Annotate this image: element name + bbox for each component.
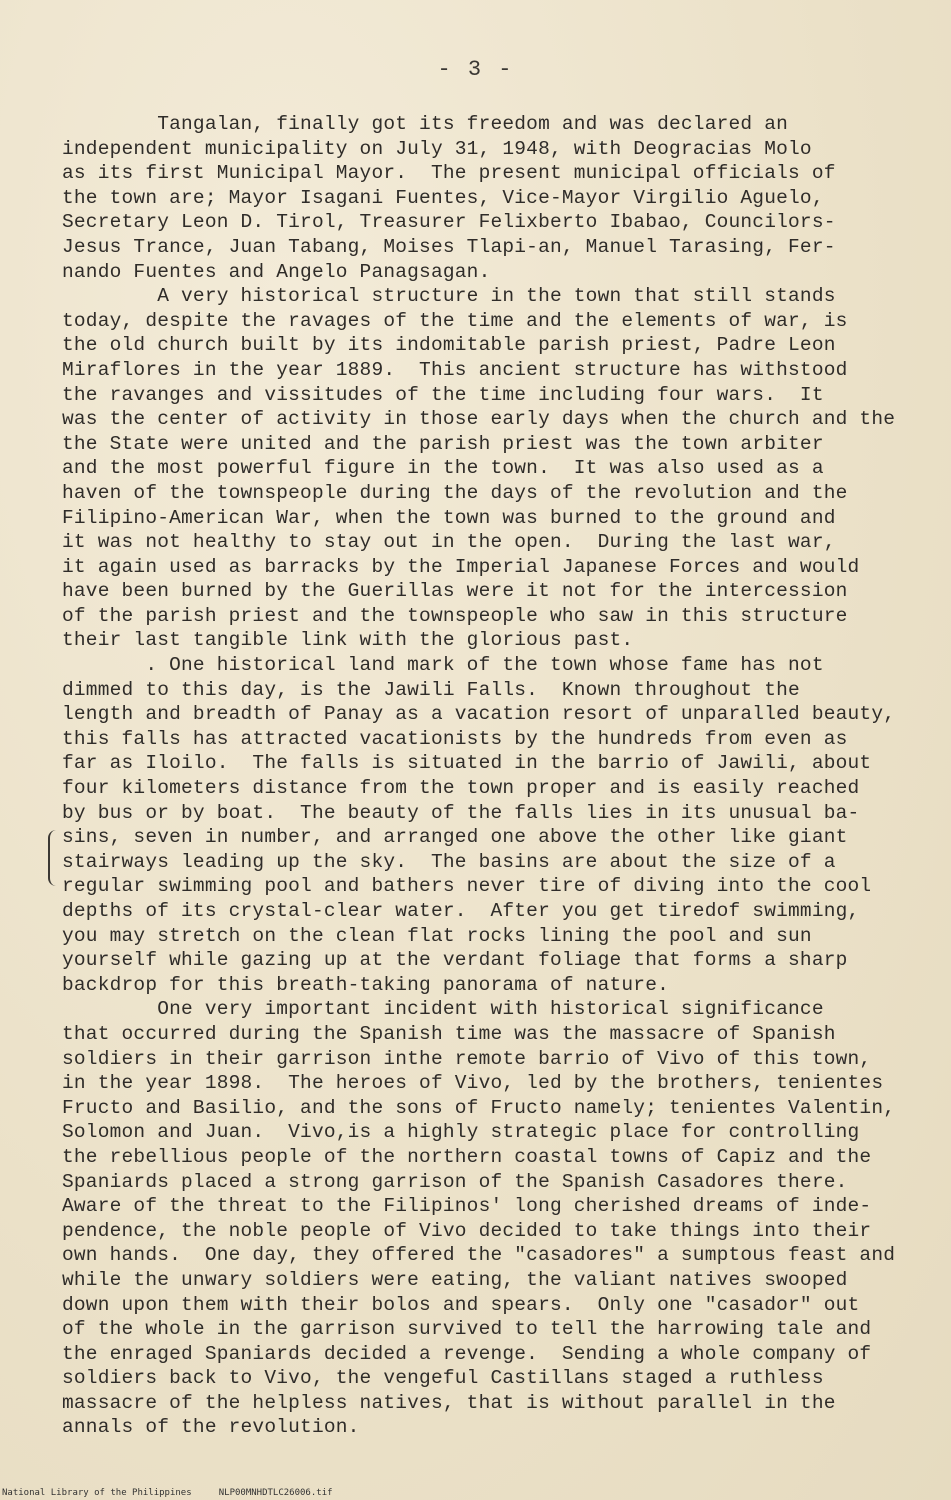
text-line: the rebellious people of the northern coastal towns of Capiz and the	[62, 1145, 872, 1168]
text-line: that occurred during the Spanish time was the massacre of Spanish	[62, 1022, 836, 1045]
archive-footer: National Library of the Philippines NLP00MNHDTLC26006.tif	[2, 1488, 333, 1498]
text-line: the State were united and the parish priest was the town arbiter	[62, 432, 824, 455]
text-line: Miraflores in the year 1889. This ancient structure has withstood	[62, 358, 848, 381]
text-line: soldiers in their garrison inthe remote barrio of Vivo of this town,	[62, 1047, 872, 1070]
text-line: Fructo and Basilio, and the sons of Fructo namely; tenientes Valentin,	[62, 1096, 896, 1119]
text-line: down upon them with their bolos and spears. Only one "casador" out	[62, 1293, 860, 1316]
text-line: massacre of the helpless natives, that is without parallel in the	[62, 1391, 836, 1414]
text-line: soldiers back to Vivo, the vengeful Castillans staged a ruthless	[62, 1367, 824, 1390]
text-line: this falls has attracted vacationists by the hundreds from even as	[62, 727, 848, 750]
text-line: the enraged Spaniards decided a revenge. Sending a whole company of	[62, 1342, 872, 1365]
text-line: independent municipality on July 31, 1948, with Deogracias Molo	[62, 137, 812, 160]
text-line: yourself while gazing up at the verdant foliage that forms a sharp	[62, 949, 848, 972]
text-line: . One historical land mark of the town whose fame has not	[62, 654, 824, 677]
text-line: own hands. One day, they offered the "casadores" a sumptous feast and	[62, 1244, 896, 1267]
document-body	[62, 112, 922, 1440]
text-line: Secretary Leon D. Tirol, Treasurer Felixberto Ibabao, Councilors-	[62, 211, 836, 234]
text-line: the old church built by its indomitable parish priest, Padre Leon	[62, 334, 836, 357]
text-line: as its first Municipal Mayor. The present municipal officials of	[62, 162, 836, 185]
text-line: of the parish priest and the townspeople who saw in this structure	[62, 604, 848, 627]
text-line: annals of the revolution.	[62, 1416, 360, 1439]
text-line: in the year 1898. The heroes of Vivo, led by the brothers, tenientes	[62, 1072, 884, 1095]
text-line: while the unwary soldiers were eating, the valiant natives swooped	[62, 1268, 848, 1291]
text-line: Solomon and Juan. Vivo,is a highly strategic place for controlling	[62, 1121, 860, 1144]
text-line: it again used as barracks by the Imperial Japanese Forces and would	[62, 555, 860, 578]
text-line: pendence, the noble people of Vivo decided to take things into their	[62, 1219, 872, 1242]
text-line: Tangalan, finally got its freedom and was declared an	[62, 113, 789, 135]
text-line: four kilometers distance from the town proper and is easily reached	[62, 777, 860, 800]
text-line: regular swimming pool and bathers never tire of diving into the cool	[62, 875, 872, 898]
text-line: of the whole in the garrison survived to tell the harrowing tale and	[62, 1318, 872, 1341]
text-line: the ravanges and vissitudes of the time including four wars. It	[62, 383, 824, 406]
text-line: have been burned by the Guerillas were it not for the intercession	[62, 580, 848, 603]
text-line: was the center of activity in those early days when the church and the	[62, 408, 896, 431]
page-number: - 3 -	[437, 57, 514, 82]
text-line: their last tangible link with the glorious past.	[62, 629, 634, 652]
text-line: stairways leading up the sky. The basins are about the size of a	[62, 850, 836, 873]
text-line: today, despite the ravages of the time and the elements of war, is	[62, 309, 848, 332]
text-line: it was not healthy to stay out in the open. During the last war,	[62, 531, 836, 554]
text-line: sins, seven in number, and arranged one above the other like giant	[62, 826, 848, 849]
text-line: haven of the townspeople during the days of the revolution and the	[62, 481, 848, 504]
text-line: backdrop for this breath-taking panorama of nature.	[62, 973, 669, 996]
text-line: Aware of the threat to the Filipinos' long cherished dreams of inde-	[62, 1195, 872, 1218]
text-line: far as Iloilo. The falls is situated in the barrio of Jawili, about	[62, 752, 872, 775]
text-line: dimmed to this day, is the Jawili Falls. Known throughout the	[62, 678, 800, 701]
text-line: A very historical structure in the town that still stands	[62, 285, 836, 308]
text-line: and the most powerful figure in the town. It was also used as a	[62, 457, 824, 480]
margin-bracket-mark	[48, 830, 60, 886]
text-line: nando Fuentes and Angelo Panagsagan.	[62, 260, 491, 283]
text-line: Spaniards placed a strong garrison of the Spanish Casadores there.	[62, 1170, 848, 1193]
text-line: depths of its crystal-clear water. After you get tiredof swimming,	[62, 900, 860, 922]
text-line: the town are; Mayor Isagani Fuentes, Vice-Mayor Virgilio Aguelo,	[62, 186, 824, 209]
text-line: One very important incident with historical significance	[62, 998, 824, 1021]
text-line: Filipino-American War, when the town was burned to the ground and	[62, 506, 836, 529]
text-line: length and breadth of Panay as a vacation resort of unparalled beauty,	[62, 703, 896, 726]
text-line: Jesus Trance, Juan Tabang, Moises Tlapi-an, Manuel Tarasing, Fer-	[62, 235, 836, 258]
text-line: by bus or by boat. The beauty of the falls lies in its unusual ba-	[62, 801, 860, 824]
text-line: you may stretch on the clean flat rocks lining the pool and sun	[62, 924, 812, 947]
